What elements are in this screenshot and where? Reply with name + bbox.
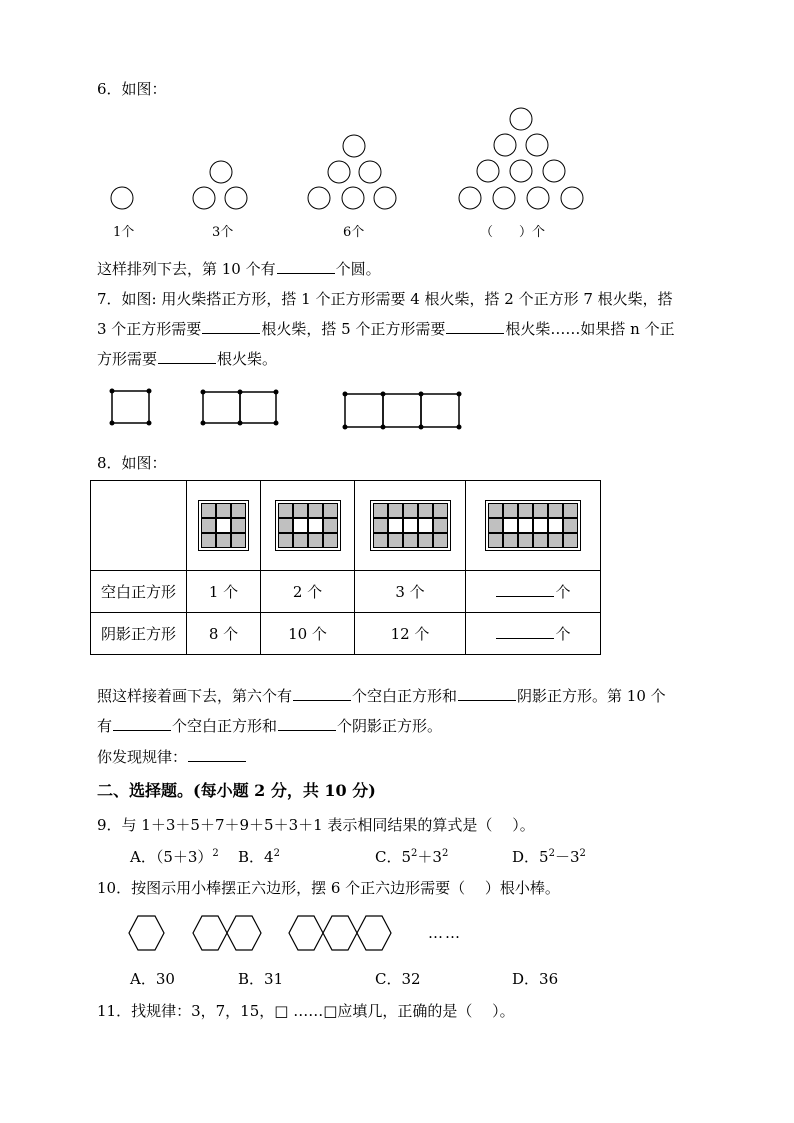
q9-option-c[interactable]: C．$5^2+3^2$ xyxy=(375,848,449,866)
pattern-cell-2 xyxy=(261,481,355,571)
q7-line2: 3 个正方形需要 根火柴，搭 5 个正方形需要 根火柴……如果搭 n 个正 xyxy=(97,320,675,338)
q8-line3: 你发现规律： xyxy=(97,746,247,767)
q7-line1: 7．如图: 用火柴搭正方形，搭 1 个正方形需要 4 根火柴，搭 2 个正方形 7 根火柴，搭 xyxy=(97,290,673,308)
q8-table xyxy=(90,480,601,655)
q10-ellipsis: …… xyxy=(428,924,462,942)
row-label-shaded: 阴影正方形 xyxy=(91,613,187,655)
q6-label-1: 1个 xyxy=(113,225,135,240)
answer-blank[interactable] xyxy=(113,716,171,731)
answer-blank[interactable] xyxy=(293,686,351,701)
q11-stem: 11．找规律：3，7，15，□ ……□应填几，正确的是（ ）。 xyxy=(97,1002,515,1020)
q10-stem: 10．按图示用小棒摆正六边形，摆 6 个正六边形需要（ ）根小棒。 xyxy=(97,879,560,897)
answer-blank[interactable] xyxy=(446,319,504,334)
q8-line2: 有 个空白正方形和 个阴影正方形。 xyxy=(97,717,443,735)
answer-blank[interactable] xyxy=(277,259,335,274)
q8-line1: 照这样接着画下去，第六个有 个空白正方形和 阴影正方形。第 10 个 xyxy=(97,687,666,705)
q10-option-b[interactable]: B．31 xyxy=(238,970,284,988)
circle-triangles-figure xyxy=(100,100,600,215)
q6-sentence: 这样排列下去，第 10 个有 个圆。 xyxy=(97,260,381,278)
answer-blank[interactable] xyxy=(188,747,246,762)
blank-count-1: 1 个 xyxy=(187,571,261,613)
pattern-cell-1 xyxy=(187,481,261,571)
q9-option-b[interactable]: B．$4^2$ xyxy=(238,848,280,866)
answer-blank[interactable] xyxy=(496,582,554,597)
square-pattern-3 xyxy=(370,500,451,551)
blank-count-3: 3 个 xyxy=(355,571,466,613)
answer-blank[interactable] xyxy=(158,349,216,364)
pattern-cell-4 xyxy=(466,481,601,571)
blank-count-4: 个 xyxy=(466,571,601,613)
square-pattern-4 xyxy=(485,500,581,551)
answer-blank[interactable] xyxy=(278,716,336,731)
pattern-cell-3 xyxy=(355,481,466,571)
section-heading: 二、选择题。(每小题 2 分，共 10 分) xyxy=(97,781,376,800)
shaded-count-2: 10 个 xyxy=(261,613,355,655)
q9-stem: 9．与 1＋3＋5＋7＋9＋5＋3＋1 表示相同结果的算式是（ ）。 xyxy=(97,816,535,834)
q10-option-d[interactable]: D．36 xyxy=(512,970,559,988)
q7-line3: 方形需要 根火柴。 xyxy=(97,350,278,368)
hexagon-figure xyxy=(125,912,400,957)
q8-title: 8．如图： xyxy=(97,454,167,472)
shaded-count-3: 12 个 xyxy=(355,613,466,655)
q6-title: 6．如图： xyxy=(97,80,167,98)
answer-blank[interactable] xyxy=(496,624,554,639)
q9-option-a[interactable]: A．$(5+3)^2$ xyxy=(130,848,219,866)
matchstick-squares-figure xyxy=(100,380,480,435)
shaded-count-1: 8 个 xyxy=(187,613,261,655)
table-corner-cell xyxy=(91,481,187,571)
q10-option-c[interactable]: C．32 xyxy=(375,970,421,988)
blank-count-2: 2 个 xyxy=(261,571,355,613)
q10-option-a[interactable]: A．30 xyxy=(130,970,175,988)
square-pattern-1 xyxy=(198,500,249,551)
square-pattern-2 xyxy=(275,500,341,551)
shaded-count-4: 个 xyxy=(466,613,601,655)
q6-label-4: （ ）个 xyxy=(480,225,546,240)
q6-label-2: 3个 xyxy=(212,225,234,240)
circle-figure-1 xyxy=(111,187,133,209)
q9-option-d[interactable]: D．$5^2-3^2$ xyxy=(512,848,586,866)
q6-label-3: 6个 xyxy=(343,225,365,240)
answer-blank[interactable] xyxy=(458,686,516,701)
row-label-blank: 空白正方形 xyxy=(91,571,187,613)
answer-blank[interactable] xyxy=(202,319,260,334)
